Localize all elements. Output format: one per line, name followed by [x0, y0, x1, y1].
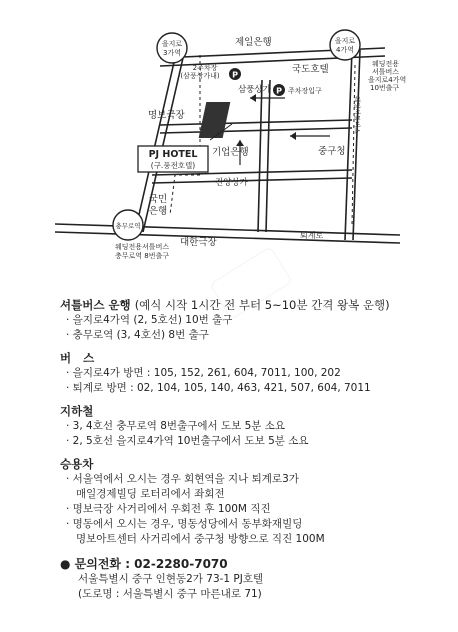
label-giup-bank: 기업은행: [212, 147, 249, 158]
location-map: [0, 0, 458, 282]
subway-item-2: · 2, 5호선 을지로4가역 10번출구에서 도보 5분 소요: [66, 435, 309, 447]
label-jinyang: 진양상가: [215, 178, 248, 188]
car-line-4: · 명동에서 오시는 경우, 명동성당에서 동부화재빌딩: [66, 518, 303, 530]
bus-item-1: · 을지로4가 방면 : 105, 152, 261, 604, 7011, 100, 202: [66, 367, 341, 379]
label-junggu-office: 중구청: [318, 146, 346, 157]
label-gukdo-hotel: 국도호텔: [292, 64, 329, 75]
label-shuttle-bottom-2: 충무로역 8번출구: [115, 252, 170, 260]
label-shuttle-top-3: 을지로4가역: [368, 76, 407, 84]
subway-title: 지하철: [60, 404, 94, 418]
euljiro3-badge-line2: 3가역: [163, 49, 181, 57]
center-road-inner: [160, 128, 352, 133]
route-arrow-head-2: [250, 94, 256, 102]
euljiro3-badge-line1: 을지로: [161, 40, 183, 48]
car-line-1: · 서울역에서 오시는 경우 회현역을 지나 퇴계로3가: [66, 473, 299, 485]
label-daehan: 대한극장: [180, 237, 217, 248]
euljiro3-station-badge: [157, 33, 187, 63]
mid-road-inner: [266, 80, 270, 232]
mid-road: [258, 80, 262, 232]
sampung-building: [199, 102, 231, 138]
label-shuttle-top-1: 웨딩전용: [372, 60, 400, 68]
label-parking2-line1: 2주차장: [192, 64, 218, 72]
label-hotel-sub: (구.풍전호텔): [150, 161, 196, 170]
contact-phone: ● 문의전화 : 02-2280-7070: [60, 557, 228, 571]
right-road-inner: [353, 50, 360, 240]
euljiro4-badge-line2: 4가역: [336, 46, 354, 54]
shuttle-note: (예식 시작 1시간 전 부터 5~10분 간격 왕복 운행): [134, 298, 390, 312]
label-gukmin-line1: 국민: [148, 194, 168, 205]
lower-road-inner: [152, 178, 352, 183]
route-arrow-head-3: [236, 140, 244, 146]
shuttle-section: [60, 298, 440, 313]
car-line-2: 매일경제빌딩 로터리에서 좌회전: [76, 488, 225, 500]
contact-road-address: (도로명 : 서울특별시 중구 마른내로 71): [78, 588, 262, 600]
chungmuro-station-badge: [113, 210, 143, 240]
car-line-3: · 명보극장 사거리에서 우회전 후 100M 직진: [66, 503, 271, 515]
label-sampung: 삼풍상가: [238, 85, 271, 95]
label-parking2-line2: (삼풍상가내): [180, 72, 220, 80]
car-title: 승용차: [60, 457, 94, 471]
subway-item-1: · 3, 4호선 충무로역 8번출구에서 도보 5분 소요: [66, 420, 286, 432]
label-shuttle-top-4: 10번출구: [370, 84, 400, 92]
label-hotel-name: PJ HOTEL: [148, 149, 198, 160]
parking-symbol-text: P: [276, 86, 282, 96]
label-myeongbo: 명보극장: [148, 110, 185, 121]
parking-symbol-text: P: [232, 70, 238, 80]
label-jeil-bank: 제일은행: [235, 37, 272, 48]
route-arrow-head: [290, 132, 296, 140]
shuttle-item-2: · 충무로역 (3, 4호선) 8번 출구: [66, 329, 209, 341]
car-line-5: 명보아트센터 사거리에서 중구청 방향으로 직진 100M: [76, 533, 325, 545]
shuttle-title: 셔틀버스 운행: [60, 298, 131, 312]
info-panel: [60, 290, 440, 602]
label-shuttle-bottom-1: 웨딩전용셔틀버스: [115, 243, 170, 251]
bus-title: 버 스: [60, 351, 95, 365]
euljiro4-station-badge: [330, 30, 360, 60]
label-gukmin-line2: 은행: [148, 206, 168, 217]
parking-symbol-2: [273, 84, 285, 96]
label-shuttle-top-2: 셔틀버스: [372, 68, 400, 76]
label-shuttle-vertical: 웨딩셔틀버스: [353, 96, 361, 134]
right-road: [345, 50, 352, 240]
contact-address: 서울특별시 중구 인현동2가 73-1 PJ호텔: [78, 573, 264, 585]
bus-item-2: · 퇴계로 방면 : 02, 104, 105, 140, 463, 421, 507, 604, 7011: [66, 382, 371, 394]
chungmuro-badge-text: 충무로역: [115, 222, 141, 230]
shuttle-item-1: · 을지로4가역 (2, 5호선) 10번 출구: [66, 314, 233, 326]
center-road: [160, 120, 352, 125]
label-toegye: 퇴계로: [300, 231, 324, 240]
parking-symbol-1: [229, 68, 241, 80]
euljiro4-badge-line1: 을지로: [334, 37, 356, 45]
label-parking-entrance: 주차장입구: [288, 87, 322, 95]
